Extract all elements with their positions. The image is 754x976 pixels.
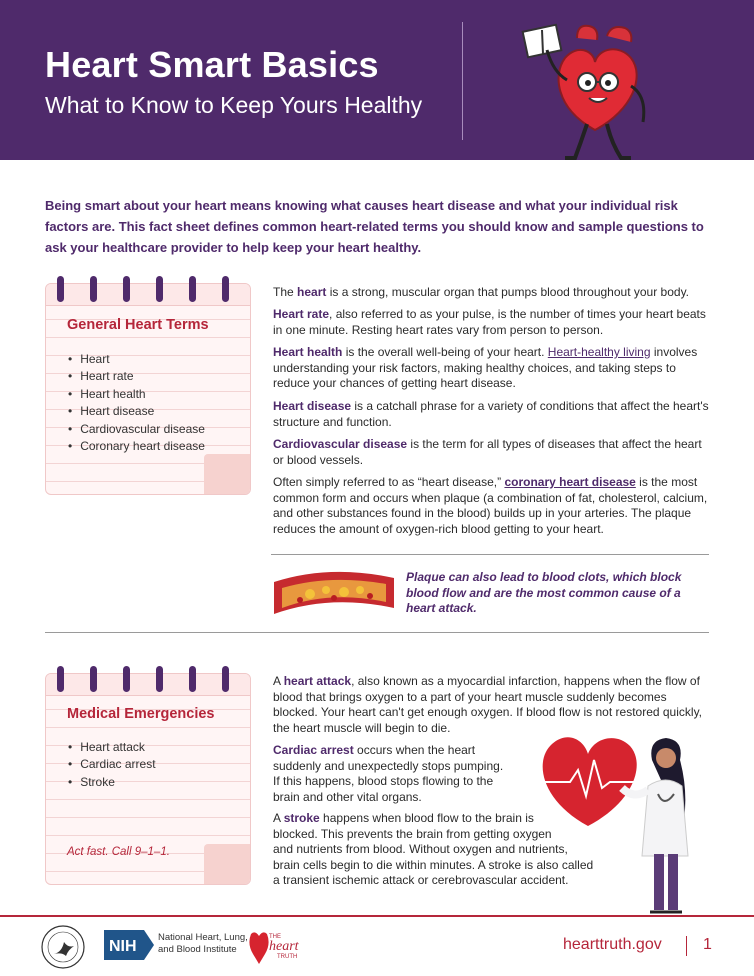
def-heart: The heart is a strong, muscular organ that pumps blood throughout your body. [273, 285, 690, 299]
list-item: • Cardiovascular disease [68, 421, 205, 438]
def-cardiovascular-disease: Cardiovascular disease is the term for all types of diseases that affect the heart or blood vessels. [273, 437, 702, 467]
general-terms-notepad [45, 283, 251, 495]
notepad-rings [57, 666, 237, 696]
term-coronary-heart-disease: coronary heart disease [504, 475, 636, 489]
list-item: • Cardiac arrest [68, 756, 156, 773]
section-divider [45, 632, 709, 633]
list-item: • Heart rate [68, 368, 205, 385]
heart-truth-logo [243, 928, 303, 964]
site-url-link[interactable]: hearttruth.gov [563, 936, 662, 953]
term-cardiac-arrest: Cardiac arrest [273, 743, 354, 757]
svg-text:heart: heart [269, 939, 299, 954]
general-terms-list [68, 351, 205, 455]
page-fold-corner [204, 844, 250, 884]
notepad-rings [57, 276, 237, 306]
term-stroke: stroke [283, 811, 320, 825]
footer-rule [0, 915, 754, 917]
term-heart-disease: Heart disease [273, 399, 352, 413]
list-item: • Heart health [68, 386, 205, 403]
def-heart-rate: Heart rate, also referred to as your pulse, is the number of times your heart beats in one minute. Resting heart rates vary from person to person. [273, 307, 706, 337]
list-item: • Heart attack [68, 739, 156, 756]
def-heart-attack: A heart attack, also known as a myocardial infarction, happens when the flow of blood that brings oxygen to a part of your heart muscle suddenly becomes blocked. Your heart can't get enough oxygen. If blood flow is not restored quickly, the heart muscle will begin to die. [273, 674, 703, 735]
header-banner [0, 0, 754, 160]
list-item: • Stroke [68, 774, 156, 791]
def-stroke: A stroke happens when blood flow to the brain is blocked. This prevents the brain from getting oxygen and nutrients from blood. Without oxygen and nutrients, brain cells begin to die within minutes. A stroke is also called a transient ischemic attack or cerebrovascular accident. [273, 811, 594, 887]
svg-text:THE: THE [269, 934, 281, 940]
clogged-artery-icon [270, 568, 398, 618]
term-cardiovascular-disease: Cardiovascular disease [273, 437, 408, 451]
def-cardiac-arrest: Cardiac arrest occurs when the heart suddenly and unexpectedly stops pumping. If this happens, blood stops flowing to the brain and other vital organs. [273, 743, 504, 804]
doctor-heart-illustration [530, 730, 710, 920]
emergencies-title: Medical Emergencies [67, 706, 215, 722]
term-heart-attack: heart attack [283, 674, 352, 688]
general-terms-title: General Heart Terms [67, 317, 209, 333]
page-subtitle: What to Know to Keep Yours Healthy [45, 92, 423, 118]
divider-line [271, 554, 709, 555]
nih-logo [104, 930, 154, 960]
def-heart-health: Heart health is the overall well-being of your heart. Heart-healthy living involves understanding your risk factors, making healthy choices, and taking steps to reduce your chances of getting heart disease. [273, 345, 698, 390]
page-title: Heart Smart Basics [45, 44, 379, 85]
header-divider [462, 22, 463, 140]
def-heart-disease: Heart disease is a catchall phrase for a variety of conditions that affect the heart's structure and function. [273, 399, 709, 429]
def-coronary-heart-disease: Often simply referred to as “heart disease,” coronary heart disease is the most common form and occurs when plaque (a combination of fat, cholesterol, calcium, and other substances found in the blood) builds up in your arteries. The plaque reduces the amount of oxygen-rich blood getting to your heart. [273, 475, 708, 536]
list-item: • Heart disease [68, 403, 205, 420]
heart-mascot-icon [515, 18, 675, 168]
emergencies-notepad [45, 673, 251, 885]
plaque-callout: Plaque can also lead to blood clots, which block blood flow and are the most common cause of a heart attack. [406, 570, 682, 615]
page-fold-corner [204, 454, 250, 494]
svg-text:TRUTH: TRUTH [277, 954, 298, 960]
list-item: • Heart [68, 351, 205, 368]
svg-text:NIH: NIH [109, 938, 137, 955]
emergencies-list [68, 739, 156, 791]
page-separator [686, 936, 687, 956]
list-item: • Coronary heart disease [68, 438, 205, 455]
call-911-note: Act fast. Call 9–1–1. [67, 846, 170, 858]
page-number: 1 [703, 936, 712, 953]
nhlbi-name: National Heart, Lung, and Blood Institute [158, 932, 248, 955]
heart-healthy-living-link[interactable]: Heart-healthy living [547, 345, 651, 359]
term-heart-rate: Heart rate [273, 307, 330, 321]
hhs-seal-icon [40, 924, 86, 970]
term-heart: heart [297, 285, 327, 299]
intro-paragraph: Being smart about your heart means knowing what causes heart disease and what your individual risk factors are. This fact sheet defines common heart-related terms you should know and sample questions to ask your healthcare provider to help keep your heart healthy. [45, 198, 704, 255]
term-heart-health: Heart health [273, 345, 343, 359]
